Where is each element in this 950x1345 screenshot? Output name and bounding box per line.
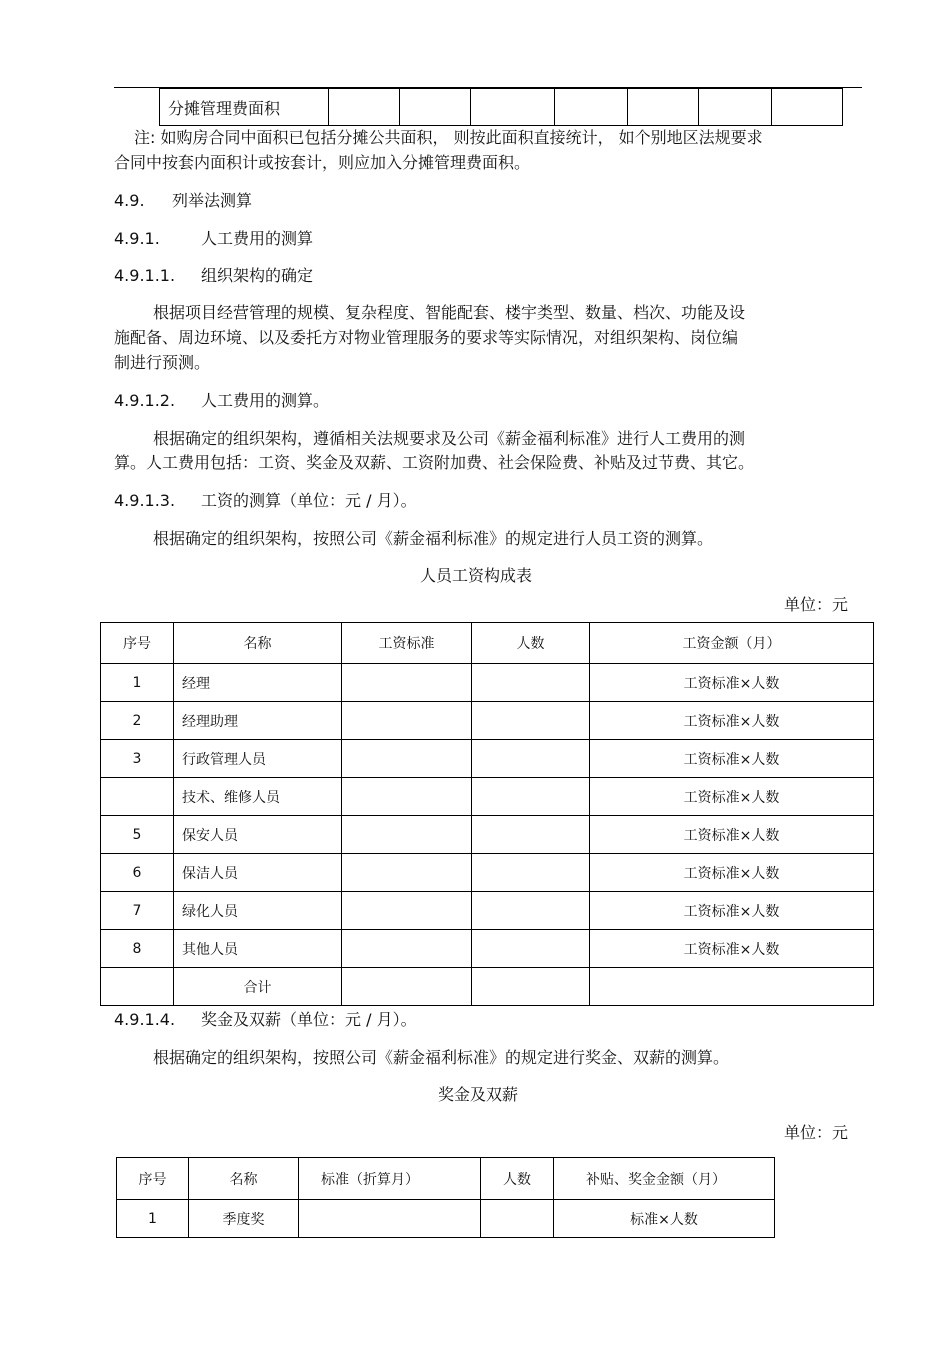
bonus-table-caption: 奖金及双薪: [438, 1085, 519, 1104]
table-cell: [472, 854, 590, 892]
paragraph-line: 制进行预测。: [114, 353, 211, 372]
paragraph-line: 根据确定的组织架构，按照公司《薪金福利标准》的规定进行人员工资的测算。: [153, 529, 714, 548]
row-name: 季度奖: [189, 1200, 299, 1238]
table-cell: [342, 892, 472, 930]
paragraph-line: 施配备、周边环境、以及委托方对物业管理服务的要求等实际情况，对组织架构、岗位编: [114, 328, 739, 347]
column-header: 人数: [472, 623, 590, 664]
table-row: [101, 816, 874, 854]
table-cell: [590, 968, 874, 1006]
row-amount: 工资标准×人数: [590, 664, 874, 702]
section-4-9-1-2-title: 人工费用的测算。: [201, 391, 330, 410]
row-amount: 工资标准×人数: [590, 854, 874, 892]
column-header: 名称: [174, 623, 342, 664]
table-cell: [342, 664, 472, 702]
table-cell: [472, 968, 590, 1006]
table-header-row: [117, 1158, 775, 1200]
section-4-9-number: 4.9.: [114, 191, 145, 210]
table-row: [101, 930, 874, 968]
row-amount: 标准×人数: [554, 1200, 775, 1238]
salary-table-unit: 单位：元: [784, 595, 849, 614]
paragraph-line: 根据确定的组织架构，按照公司《薪金福利标准》的规定进行奖金、双薪的测算。: [153, 1048, 730, 1067]
table-row: [101, 778, 874, 816]
row-amount: 工资标准×人数: [590, 702, 874, 740]
row-number: 7: [101, 892, 174, 930]
column-header: 补贴、奖金金额（月）: [554, 1158, 775, 1200]
column-header: 人数: [481, 1158, 554, 1200]
table-cell: [472, 778, 590, 816]
column-header: 工资标准: [342, 623, 472, 664]
table-row: [101, 664, 874, 702]
table-cell: [342, 854, 472, 892]
row-amount: 工资标准×人数: [590, 778, 874, 816]
table-row: [101, 740, 874, 778]
row-name: 其他人员: [174, 930, 342, 968]
table-cell: [472, 892, 590, 930]
row-number: 1: [101, 664, 174, 702]
table-cell: [328, 89, 399, 126]
table-header-row: [101, 623, 874, 664]
row-name: 保洁人员: [174, 854, 342, 892]
table-cell: [699, 89, 772, 126]
bonus-table-unit: 单位：元: [784, 1123, 849, 1142]
section-4-9-title: 列举法测算: [172, 191, 253, 210]
table-cell: [342, 930, 472, 968]
table-cell: [299, 1200, 481, 1238]
area-table: [159, 88, 843, 126]
row-name: 经理助理: [174, 702, 342, 740]
table-row: [101, 702, 874, 740]
table-cell: [628, 89, 699, 126]
paragraph-line: 根据确定的组织架构，遵循相关法规要求及公司《薪金福利标准》进行人工费用的测: [153, 429, 746, 448]
column-header: 标准（折算月）: [299, 1158, 481, 1200]
note-line2: 合同中按套内面积计或按套计，则应加入分摊管理费面积。: [114, 153, 531, 172]
row-amount: 工资标准×人数: [590, 740, 874, 778]
table-row: [101, 892, 874, 930]
row-name: 保安人员: [174, 816, 342, 854]
row-number: 8: [101, 930, 174, 968]
table-cell: [472, 740, 590, 778]
row-amount: 工资标准×人数: [590, 930, 874, 968]
table-cell: [342, 740, 472, 778]
column-header: 名称: [189, 1158, 299, 1200]
salary-table-caption: 人员工资构成表: [420, 566, 533, 585]
column-header: 序号: [117, 1158, 189, 1200]
table-cell: [342, 968, 472, 1006]
total-label: 合计: [174, 968, 342, 1006]
section-4-9-1-4-number: 4.9.1.4.: [114, 1010, 176, 1029]
bonus-table: [116, 1157, 775, 1238]
table-cell: [472, 664, 590, 702]
table-cell: [342, 778, 472, 816]
table-cell: [772, 89, 843, 126]
row-number: 1: [117, 1200, 189, 1238]
section-4-9-1-4-title: 奖金及双薪（单位：元 / 月）。: [201, 1010, 417, 1029]
salary-table: [100, 622, 874, 1006]
row-number: 5: [101, 816, 174, 854]
column-header: 工资金额（月）: [590, 623, 874, 664]
section-4-9-1-3-title: 工资的测算（单位：元 / 月）。: [201, 491, 417, 510]
paragraph-line: 根据项目经营管理的规模、复杂程度、智能配套、楼宇类型、数量、档次、功能及设: [153, 303, 746, 322]
row-amount: 工资标准×人数: [590, 892, 874, 930]
table-cell: [101, 968, 174, 1006]
row-name: 技术、维修人员: [174, 778, 342, 816]
section-4-9-1-3-number: 4.9.1.3.: [114, 491, 176, 510]
row-amount: 工资标准×人数: [590, 816, 874, 854]
table-cell: [481, 1200, 554, 1238]
row-name: 绿化人员: [174, 892, 342, 930]
row-number: [101, 778, 174, 816]
row-number: 3: [101, 740, 174, 778]
table-cell: [472, 702, 590, 740]
table-cell: [472, 930, 590, 968]
column-header: 序号: [101, 623, 174, 664]
row-name: 行政管理人员: [174, 740, 342, 778]
table-row: [117, 1200, 775, 1238]
table-cell: [472, 816, 590, 854]
section-4-9-1-1-number: 4.9.1.1.: [114, 266, 176, 285]
table-cell: [342, 702, 472, 740]
table-cell: [555, 89, 628, 126]
table-row: [101, 854, 874, 892]
paragraph-line: 算。人工费用包括：工资、奖金及双薪、工资附加费、社会保险费、补贴及过节费、其它。: [114, 453, 755, 472]
row-number: 6: [101, 854, 174, 892]
section-4-9-1-number: 4.9.1.: [114, 229, 160, 248]
area-row-label: 分摊管理费面积: [160, 89, 329, 126]
table-cell: [470, 89, 555, 126]
row-number: 2: [101, 702, 174, 740]
table-cell: [399, 89, 470, 126]
section-4-9-1-1-title: 组织架构的确定: [201, 266, 314, 285]
table-total-row: [101, 968, 874, 1006]
section-4-9-1-title: 人工费用的测算: [201, 229, 314, 248]
section-4-9-1-2-number: 4.9.1.2.: [114, 391, 176, 410]
table-row: [160, 89, 843, 126]
row-name: 经理: [174, 664, 342, 702]
note-line1: 注: 如购房合同中面积已包括分摊公共面积， 则按此面积直接统计， 如个别地区法规要求: [134, 128, 763, 147]
table-cell: [342, 816, 472, 854]
